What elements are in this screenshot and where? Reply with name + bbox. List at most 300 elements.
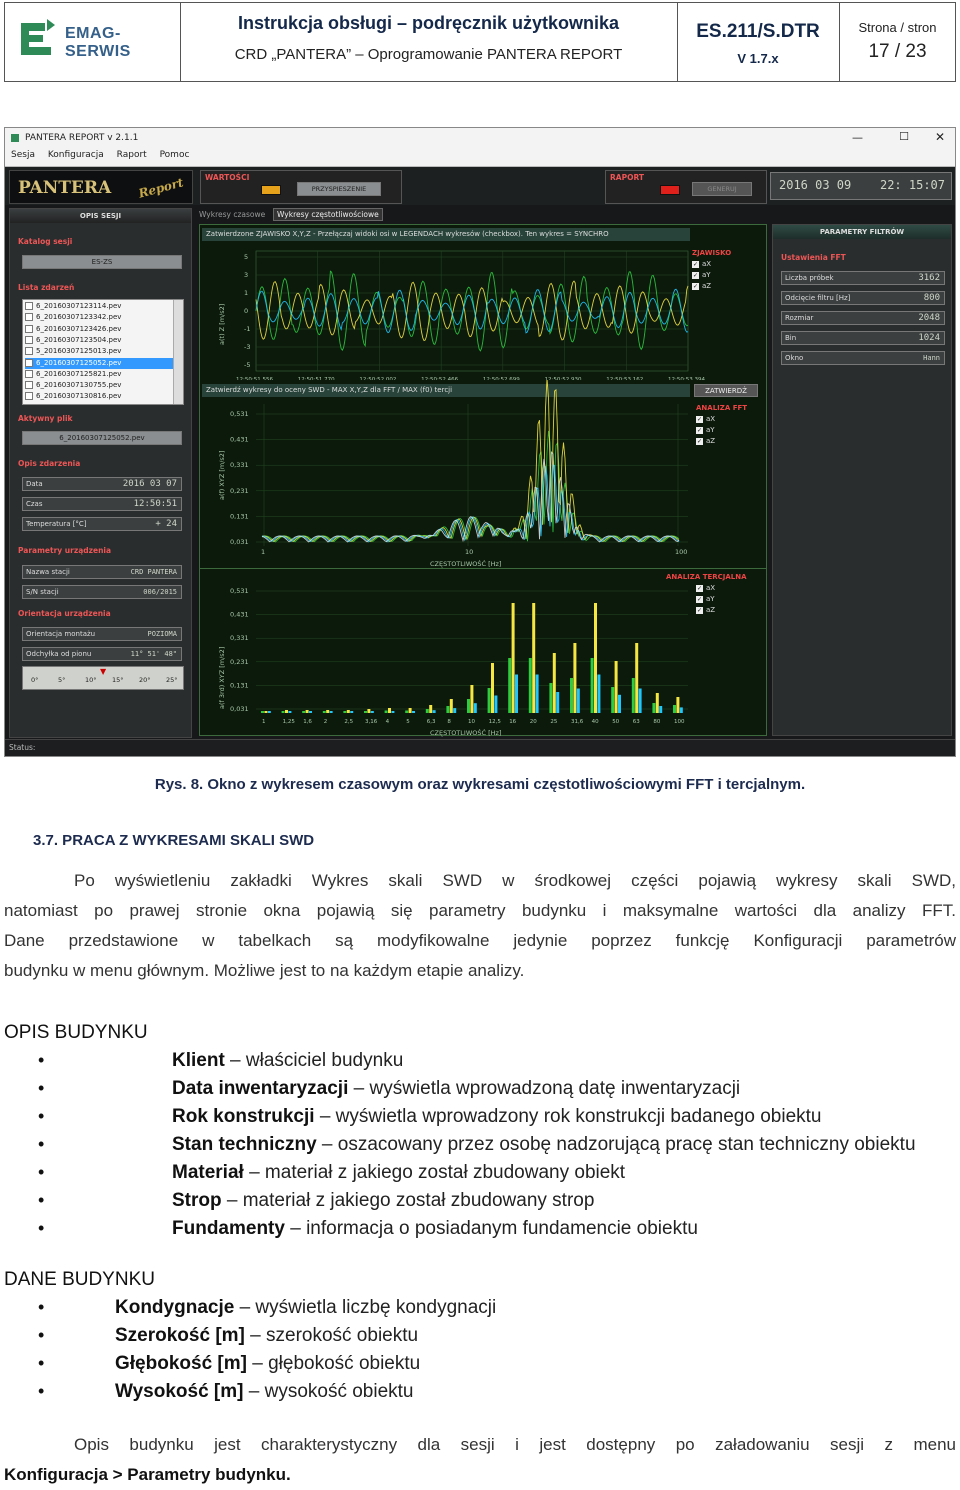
list-item-desc: – wysokość obiektu [243, 1381, 414, 1402]
list-item-term: Stan techniczny [172, 1134, 317, 1155]
page-label: Strona / stron [858, 20, 937, 35]
bar [302, 711, 305, 713]
legend-az[interactable]: ✓ aZ [692, 282, 712, 290]
list-item-term: Głębokość [m] [115, 1353, 247, 1374]
bar [515, 675, 518, 714]
y-tick-label: 0,431 [230, 610, 249, 619]
file-name: 6_20160307123114.pev [36, 302, 122, 310]
x-tick-label: 1 [262, 719, 266, 725]
bullet-icon: • [38, 1190, 45, 1210]
bar [412, 711, 415, 713]
app-icon [11, 134, 19, 142]
time-chart-bar: Zatwierdzone ZJAWISKO X,Y,Z - Przełączaj widoki osi w LEGENDACH wykresów (checkbox). Ten wykres = SYNCHRO [202, 228, 690, 241]
maximize-icon[interactable]: ☐ [899, 130, 909, 143]
scale-tick: 20° [139, 676, 151, 684]
file-name: 6_20160307130816.pev [36, 392, 122, 401]
checkbox[interactable] [25, 313, 33, 321]
scale-tick: 5° [58, 676, 66, 684]
scale-tick: 15° [112, 676, 124, 684]
bar [618, 695, 621, 713]
bar [433, 710, 436, 713]
bar [391, 711, 394, 713]
field-czas: Czas 12:50:51 [22, 497, 182, 511]
generuj-button[interactable]: GENERUJ [692, 182, 752, 196]
x-tick-label: 31,6 [571, 719, 584, 725]
field-rozmiar: Rozmiar 2048 [781, 311, 945, 325]
bar [385, 711, 388, 714]
file-name: 6_20160307125821.pev [36, 369, 122, 378]
checkbox[interactable] [25, 325, 33, 333]
raport-group [605, 170, 767, 204]
series-line [262, 431, 679, 542]
y-tick-label: 0 [244, 307, 249, 315]
x-tick-label: 63 [632, 719, 640, 725]
menu-raport[interactable]: Raport [116, 150, 147, 160]
bar [470, 685, 473, 713]
header-page-cell [839, 3, 956, 81]
bar [536, 675, 539, 714]
wartosci-group [200, 170, 402, 204]
fft-chart [199, 380, 767, 570]
legend-az[interactable]: ✓ aZ [696, 437, 716, 445]
menu-konfiguracja[interactable]: Konfiguracja [47, 150, 104, 160]
y-tick-label: 0,531 [230, 587, 249, 595]
time-chart [199, 224, 767, 406]
list-item [115, 1353, 420, 1375]
tilt-pointer-icon: ▼ [100, 667, 107, 676]
checkbox[interactable] [25, 370, 33, 378]
x-tick-label: 10 [465, 548, 474, 556]
bullet-icon: • [38, 1050, 45, 1070]
para-line: natomiast po prawej stronie okna pojawią się parametry budynku i maksymalne wartości dla analizy FFT. [4, 901, 956, 920]
para-line: Opis budynku jest charakterystyczny dla sesji i jest dostępny po załadowaniu sesji z menu [74, 1435, 956, 1454]
y-tick-label: 5 [244, 253, 249, 261]
field-bin: Bin 1024 [781, 331, 945, 345]
list-item-term: Strop [172, 1190, 222, 1211]
list-item [172, 1134, 916, 1156]
dane-budynku-heading: DANE BUDYNKU [4, 1269, 155, 1290]
bar [508, 658, 511, 713]
legend-ay[interactable]: ✓ aY [692, 271, 711, 279]
list-item-desc: – materiał z jakiego został zbudowany strop [221, 1190, 595, 1211]
time-display: 22: 15:07 [879, 178, 945, 192]
list-item-term: Data inwentaryzacji [172, 1078, 349, 1099]
y-tick-label: 1 [244, 289, 249, 297]
list-item[interactable] [25, 335, 173, 346]
list-item[interactable] [25, 369, 173, 380]
header-title-cell [180, 3, 678, 81]
list-item-desc: – oszacowany przez osobę nadzorującą pracę stan techniczny obiektu [316, 1134, 916, 1155]
y-tick-label: -5 [244, 361, 251, 369]
bar [450, 699, 453, 713]
x-tick-label: 20 [529, 719, 537, 725]
list-item-desc: – szerokość obiektu [244, 1325, 419, 1346]
bar [659, 706, 662, 713]
x-tick-label: 25 [550, 719, 558, 725]
list-item[interactable] [25, 312, 173, 323]
x-axis-label: CZĘSTOTLIWOŚĆ [Hz] [430, 560, 502, 568]
bar [591, 658, 594, 713]
bar [285, 710, 288, 713]
legend-ay[interactable]: ✓ aY [696, 426, 715, 434]
legend-ax[interactable]: ✓ aX [696, 415, 716, 423]
menu-pomoc[interactable]: Pomoc [159, 150, 190, 160]
list-item-term: Szerokość [m] [115, 1325, 245, 1346]
paragraph-intro [4, 866, 956, 896]
series-line [262, 380, 679, 542]
tilt-scale [22, 666, 184, 690]
raport-label: RAPORT [610, 173, 645, 182]
x-tick-label: 4 [385, 719, 390, 725]
bar [330, 711, 333, 713]
x-tick-label: 10 [468, 719, 475, 725]
figure-caption: Rys. 8. Okno z wykresem czasowym oraz wykresami częstotliwościowymi FFT i tercjalnym. [154, 776, 806, 793]
date-display: 2016 03 09 [779, 178, 852, 192]
y-tick-label: -1 [244, 325, 251, 333]
bar [446, 706, 449, 713]
section-heading: 3.7. PRACA Z WYKRESAMI SKALI SWD [33, 832, 315, 849]
paragraph-outro-cont [4, 1460, 956, 1490]
parametry-filtrow-panel [772, 224, 952, 736]
legend-title: ANALIZA TERCJALNA [666, 573, 747, 581]
para-line: Po wyświetleniu zakładki Wykres skali SWD w środkowej części pojawią wykresy skali SWD, [74, 871, 956, 890]
company-logo [5, 3, 181, 81]
aktywny-field: 6_20160307125052.pev [22, 431, 182, 445]
y-tick-label: 0,031 [230, 538, 249, 546]
list-item [172, 1078, 740, 1100]
y-tick-label: 3 [244, 271, 249, 279]
x-tick-label: 16 [509, 719, 517, 725]
doc-subtitle: CRD „PANTERA” – Oprogramowanie PANTERA REPORT [234, 46, 623, 63]
bar [611, 687, 614, 713]
checkbox[interactable] [25, 381, 33, 389]
x-tick-label: 1,25 [282, 719, 295, 725]
x-tick-label: 2 [323, 719, 328, 725]
bar [350, 711, 353, 713]
app-screenshot [4, 127, 956, 757]
field-orientacja: Orientacja montażu POZIOMA [22, 627, 182, 641]
bar [673, 705, 676, 713]
list-item [172, 1190, 594, 1212]
window-titlebar [5, 128, 955, 150]
checkbox[interactable] [25, 336, 33, 344]
bullet-icon: • [38, 1353, 45, 1373]
list-item [115, 1325, 418, 1347]
pantera-logo [9, 170, 193, 204]
x-tick-label: 8 [447, 719, 451, 725]
list-item-desc: – wyświetla wprowadzony rok konstrukcji badanego obiektu [314, 1106, 822, 1127]
logo-text: PANTERA [18, 178, 112, 198]
list-item-desc: – wyświetla liczbę kondygnacji [234, 1297, 497, 1318]
bar [573, 643, 576, 713]
status-label: Status: [9, 743, 36, 752]
bar [570, 678, 573, 713]
bar [288, 711, 291, 713]
event-file-list[interactable] [22, 299, 184, 405]
list-item-term: Wysokość [m] [115, 1381, 244, 1402]
bar [347, 710, 350, 713]
list-item[interactable] [25, 391, 173, 402]
bar [264, 711, 267, 713]
katalog-label: Katalog sesji [18, 237, 73, 246]
list-item [172, 1106, 821, 1128]
window-title: PANTERA REPORT v 2.1.1 [25, 133, 139, 143]
y-tick-label: 0,531 [230, 410, 249, 418]
bar [364, 711, 367, 713]
bullet-icon: • [38, 1078, 45, 1098]
paragraph-outro [4, 1430, 956, 1460]
bar [553, 653, 556, 713]
list-item-term: Fundamenty [172, 1218, 285, 1239]
bar [409, 708, 412, 713]
status-bar [5, 739, 955, 756]
field-okno: Okno Hann [781, 351, 945, 365]
y-axis-label: a(t) Z [m/s2] [218, 303, 226, 345]
opis-sesji-panel [9, 208, 192, 738]
bar [676, 697, 679, 713]
header-code-cell [677, 3, 840, 81]
x-tick-label: 100 [675, 548, 688, 556]
bullet-icon: • [38, 1134, 45, 1154]
list-item[interactable] [25, 358, 173, 369]
bar [532, 603, 535, 713]
opis-budynku-heading: OPIS BUDYNKU [4, 1022, 148, 1043]
menu-path: Konfiguracja > Parametry budynku. [4, 1465, 291, 1484]
raport-indicator [660, 185, 680, 195]
checkbox[interactable] [25, 392, 33, 400]
zatwierdz-button[interactable]: ZATWIERDŹ [694, 384, 758, 397]
bar [632, 678, 635, 713]
bar [467, 699, 470, 713]
tab-wykresy-czestotliwosciowe[interactable]: Wykresy częstotliwościowe [273, 208, 383, 221]
y-tick-label: 0,231 [230, 657, 249, 666]
bar [488, 688, 491, 713]
legend-ay[interactable]: ✓ aY [696, 595, 715, 603]
bullet-icon: • [38, 1218, 45, 1238]
tercja-chart [199, 568, 767, 736]
field-temperatura: Temperatura [°C] + 24 [22, 517, 182, 531]
opis-zdarzenia-label: Opis zdarzenia [18, 459, 81, 468]
file-name: 6_20160307123426.pev [36, 324, 122, 333]
scale-tick: 0° [31, 676, 39, 684]
fft-chart-plot [200, 380, 768, 570]
list-item[interactable] [25, 380, 173, 391]
panel-title: OPIS SESJI [10, 209, 191, 223]
list-item[interactable] [25, 301, 173, 312]
bar [680, 707, 683, 713]
scale-tick: 25° [166, 676, 178, 684]
field-data: Data 2016 03 07 [22, 477, 182, 491]
checkbox[interactable] [25, 302, 33, 310]
datetime-display [770, 172, 952, 200]
bullet-icon: • [38, 1381, 45, 1401]
file-name: 6_20160307125052.pev [36, 358, 122, 367]
x-tick-label: 3,16 [365, 719, 378, 725]
bar [309, 711, 312, 713]
bullet-icon: • [38, 1162, 45, 1182]
bar [556, 692, 559, 713]
bar [512, 603, 515, 713]
file-name: 6_20160307123504.pev [36, 335, 122, 344]
tab-bar [197, 208, 770, 223]
bar [405, 711, 408, 714]
list-item-term: Rok konstrukcji [172, 1106, 315, 1127]
bar [491, 663, 494, 713]
field-odchylka: Odchyłka od pionu 11° 51' 48" [22, 647, 182, 661]
tab-wykresy-czasowe[interactable]: Wykresy czasowe [199, 210, 266, 219]
bar [615, 661, 618, 713]
bullet-icon: • [38, 1106, 45, 1126]
legend-az[interactable]: ✓ aZ [696, 606, 716, 614]
x-tick-label: 40 [591, 719, 599, 725]
legend-ax[interactable]: ✓ aX [696, 584, 716, 592]
x-tick-label: 6,3 [426, 719, 436, 725]
series-line [262, 465, 679, 542]
para-line: budynku w menu głównym. Możliwe jest to na każdym etapie analizy. [4, 961, 525, 980]
bar [656, 693, 659, 713]
file-name: 6_20160307123342.pev [36, 313, 122, 322]
menu-sesja[interactable]: Sesja [11, 150, 35, 160]
doc-code: ES.211/S.DTR [696, 21, 820, 42]
bar [426, 709, 429, 713]
checkbox[interactable] [25, 359, 33, 367]
x-tick-label: 1,6 [303, 719, 312, 725]
list-item-desc: – materiał z jakiego został zbudowany obiekt [243, 1162, 626, 1183]
list-item-term: Materiał [172, 1162, 244, 1183]
y-axis-label: a(f 3rd) XYZ [m/s2] [218, 646, 226, 709]
bar [453, 708, 456, 713]
bar [306, 710, 309, 713]
legend-ax[interactable]: ✓ aX [692, 260, 712, 268]
legend-title: ANALIZA FFT [696, 404, 748, 412]
para-line: Dane przedstawione w tabelkach są modyfikowalne jedynie poprzez funkcję Konfiguracji parametrów [4, 931, 956, 950]
list-item-desc: – głębokość obiektu [246, 1353, 421, 1374]
bar [594, 603, 597, 713]
katalog-field[interactable]: ES-ZS [22, 255, 182, 269]
list-item [172, 1050, 403, 1072]
bar [529, 658, 532, 713]
scale-tick: 10° [85, 676, 97, 684]
bar [343, 711, 346, 713]
list-item-desc: – właściciel budynku [224, 1050, 404, 1071]
bullet-icon: • [38, 1325, 45, 1345]
y-tick-label: -3 [244, 343, 251, 351]
x-tick-label: 12,5 [488, 719, 501, 725]
paragraph-intro-cont [4, 896, 956, 986]
y-tick-label: 0,131 [230, 512, 249, 521]
list-item [172, 1218, 698, 1240]
bar [597, 675, 600, 714]
bar [261, 711, 264, 713]
list-item [115, 1381, 414, 1403]
bar [268, 711, 271, 713]
bar [429, 705, 432, 713]
company-name: EMAG-SERWIS [65, 25, 131, 60]
x-tick-label: 50 [612, 719, 620, 725]
logo-tag: Report [136, 175, 185, 201]
ustawienia-fft-label: Ustawienia FFT [781, 253, 846, 262]
bar [639, 689, 642, 714]
bar [323, 711, 326, 713]
list-item-term: Kondygnacje [115, 1297, 235, 1318]
emag-logo-icon [17, 17, 57, 57]
list-item-term: Klient [172, 1050, 225, 1071]
przyspieszenie-button[interactable]: PRZYSPIESZENIE [297, 182, 381, 196]
wartosci-indicator [261, 185, 281, 195]
field-nazwa-stacji: Nazwa stacji CRD PANTERA [22, 565, 182, 579]
x-tick-label: 5 [406, 719, 410, 725]
fft-legend [696, 404, 747, 445]
file-name: 5_20160307125013.pev [36, 347, 122, 356]
y-tick-label: 0,331 [230, 634, 249, 643]
y-tick-label: 0,031 [230, 705, 249, 713]
x-axis-label: CZĘSTOTLIWOŚĆ [Hz] [430, 729, 502, 737]
close-icon[interactable]: ✕ [934, 130, 945, 144]
y-tick-label: 0,231 [230, 486, 249, 495]
x-tick-label: 80 [653, 719, 661, 725]
wartosci-label: WARTOŚCI [205, 173, 250, 182]
bar [326, 710, 329, 713]
list-item[interactable] [25, 346, 173, 357]
doc-version: V 1.7.x [737, 51, 779, 66]
checkbox[interactable] [25, 347, 33, 355]
bar [388, 708, 391, 713]
page-header [4, 2, 956, 82]
field-odciecie-filtru: Odcięcie filtru [Hz] 800 [781, 291, 945, 305]
list-item-desc: – wyświetla wprowadzoną datę inwentaryzacji [348, 1078, 741, 1099]
minimize-icon[interactable]: — [852, 131, 863, 144]
y-tick-label: 0,131 [230, 681, 249, 690]
scrollbar[interactable] [173, 300, 183, 404]
list-item [115, 1297, 496, 1319]
orientacja-label: Orientacja urządzenia [18, 609, 111, 618]
bar [367, 709, 370, 713]
top-toolbar [5, 167, 955, 205]
list-item[interactable] [25, 324, 173, 335]
panel-title: PARAMETRY FILTRÓW [773, 225, 951, 239]
bar [282, 711, 285, 713]
bar [494, 696, 497, 714]
parametry-label: Parametry urządzenia [18, 546, 112, 555]
legend-title: ZJAWISKO [692, 249, 732, 257]
bar [577, 689, 580, 714]
y-tick-label: 0,431 [230, 435, 249, 444]
bar [652, 703, 655, 713]
y-tick-label: 0,331 [230, 461, 249, 470]
y-axis-label: a(f) XYZ [m/s2] [218, 450, 226, 500]
x-tick-label: 1 [261, 548, 266, 556]
menu-bar [5, 150, 955, 167]
file-name: 6_20160307130755.pev [36, 381, 122, 390]
bar [635, 643, 638, 713]
list-item-desc: – informacja o posiadanym fundamencie obiektu [284, 1218, 698, 1239]
field-liczba-probek: Liczba próbek 3162 [781, 271, 945, 285]
page-number: 17 / 23 [868, 41, 927, 62]
zjawisko-legend [692, 249, 731, 290]
bar [474, 703, 477, 713]
tercja-legend [666, 573, 747, 614]
x-tick-label: 2,5 [344, 719, 354, 725]
x-tick-label: 100 [674, 719, 685, 725]
fft-chart-bar: Zatwierdź wykresy do oceny SWD - MAX X,Y,Z dla FFT / MAX (f0) tercji [202, 384, 690, 397]
bar [549, 683, 552, 713]
lista-label: Lista zdarzeń [18, 283, 75, 292]
field-sn-stacji: S/N stacji 006/2015 [22, 585, 182, 599]
bullet-icon: • [38, 1297, 45, 1317]
aktywny-label: Aktywny plik [18, 414, 73, 423]
doc-title: Instrukcja obsługi – podręcznik użytkownika [237, 13, 620, 33]
list-item [172, 1162, 625, 1184]
